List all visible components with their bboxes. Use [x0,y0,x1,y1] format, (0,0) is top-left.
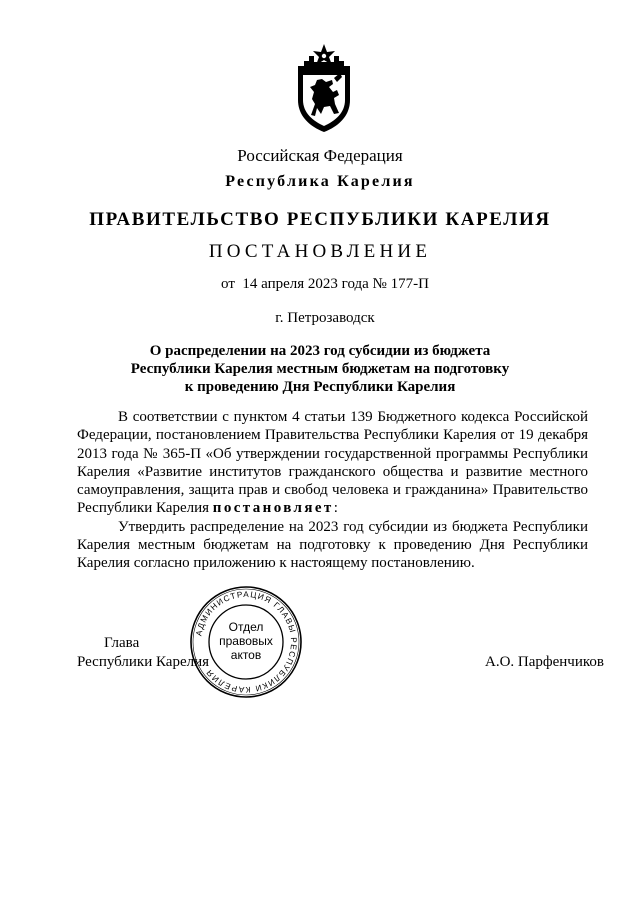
stamp-center-line: правовых [219,634,273,648]
signatory-title: Глава [104,635,140,651]
republic-name: Республика Карелия [225,173,415,190]
document-subject [0,342,640,396]
body-paragraph-1 [77,408,588,518]
signatory-name: А.О. Парфенчиков [485,654,604,670]
document-type: ПОСТАНОВЛЕНИЕ [208,241,432,262]
city-name: г. Петрозаводск [275,310,375,326]
decree-colon: : [333,500,338,517]
decree-word: постановляет [212,500,334,517]
stamp-ring-text: АДМИНИСТРАЦИЯ ГЛАВЫ РЕСПУБЛИКИ КАРЕЛИЯ [194,589,299,695]
official-stamp [189,585,303,699]
country-name: Российская Федерация [237,146,403,165]
karelia-coat-of-arms-icon [293,42,355,134]
body-paragraph-2: Утвердить распределение на 2023 год субсидии из бюджета Республики Карелия местным бюджетам на подготовку к проведению Дня Республики Карелия согласно приложению к настоящему постановлению. [77,518,588,572]
document-body [77,408,588,573]
date-number-line: от 14 апреля 2023 года № 177-П [221,276,429,292]
stamp-center-line: Отдел [228,620,264,634]
paragraph-text: В соответствии с пунктом 4 статьи 139 Бюджетного кодекса Российской Федерации, постановлением Правительства Республики Карелия от 19 декабря 2013 года № 365-П «Об утверждении государственной программы Республики Карелия «Развитие институтов гражданского общества и развитие местного самоуправления, защита прав и свобод человека и гражданина» Правительство Республики Карелия [77,409,588,517]
signatory-organization: Республики Карелия [77,654,210,670]
government-title: ПРАВИТЕЛЬСТВО РЕСПУБЛИКИ КАРЕЛИЯ [89,209,551,230]
stamp-center-line: актов [230,648,262,662]
subject-line: О распределении на 2023 год субсидии из бюджета [149,343,491,359]
subject-line: Республики Карелия местным бюджетам на подготовку [130,361,510,377]
subject-line: к проведению Дня Республики Карелия [184,379,456,395]
